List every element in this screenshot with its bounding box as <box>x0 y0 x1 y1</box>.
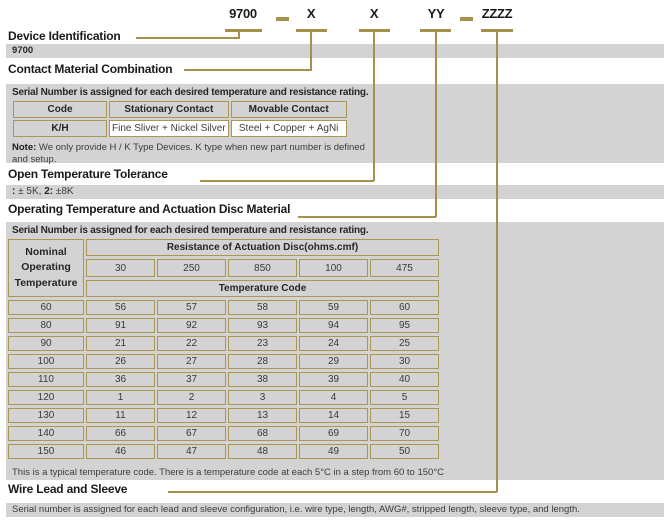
temp-code-cell: 14 <box>299 408 368 423</box>
temp-code-row <box>8 408 439 423</box>
temp-code-cell: 21 <box>86 336 155 351</box>
lead-line-tolerance <box>200 180 374 182</box>
temp-code-cell: 23 <box>228 336 297 351</box>
nominal-temp-cell: 60 <box>8 300 84 315</box>
nominal-temp-cell: 130 <box>8 408 84 423</box>
nominal-temp-corner-header: Nominal Operating Temperature <box>8 239 84 297</box>
temp-code-row <box>8 426 439 441</box>
contact-table-header-row <box>13 101 347 118</box>
temp-code-cell: 36 <box>86 372 155 387</box>
underline-tolerance <box>359 29 390 32</box>
temp-code-cell: 25 <box>370 336 439 351</box>
resistance-value-cell: 850 <box>228 259 297 277</box>
connector-line-wire <box>496 31 498 492</box>
tolerance-values <box>12 185 74 199</box>
tolerance-value-2: ±8K <box>55 186 74 197</box>
temp-code-cell: 26 <box>86 354 155 369</box>
note-text: We only provide H / K Type Devices. K type when new part number is defined and setup. <box>12 142 365 165</box>
resistance-value-cell: 475 <box>370 259 439 277</box>
operating-serial-note: Serial Number is assigned for each desired temperature and resistance rating. <box>12 224 369 236</box>
nominal-temp-cell: 100 <box>8 354 84 369</box>
temp-code-cell: 70 <box>370 426 439 441</box>
temperature-code-table <box>6 236 441 462</box>
temp-code-cell: 1 <box>86 390 155 405</box>
temp-code-row <box>8 318 439 333</box>
temp-code-row <box>8 390 439 405</box>
resistance-header: Resistance of Actuation Disc(ohms.cmf) <box>86 239 439 256</box>
connector-line-temp <box>435 31 437 217</box>
stationary-contact-cell: Fine Sliver + Nickel Silver <box>109 120 229 137</box>
temp-code-cell: 38 <box>228 372 297 387</box>
tolerance-value-bar <box>6 185 664 199</box>
temp-code-cell: 66 <box>86 426 155 441</box>
temp-code-row <box>8 354 439 369</box>
temp-code-cell: 2 <box>157 390 226 405</box>
temp-code-cell: 15 <box>370 408 439 423</box>
temp-code-row <box>8 444 439 459</box>
temp-code-cell: 59 <box>299 300 368 315</box>
temp-code-cell: 24 <box>299 336 368 351</box>
part-separator-dash-icon <box>276 17 289 21</box>
part-device-code: 9700 <box>229 6 257 21</box>
part-separator-dash-icon <box>460 17 473 21</box>
tolerance-value-1: ± 5K, <box>18 186 42 197</box>
temp-code-cell: 27 <box>157 354 226 369</box>
temp-code-cell: 47 <box>157 444 226 459</box>
lead-line-operating <box>298 216 436 218</box>
temp-code-cell: 50 <box>370 444 439 459</box>
temp-code-cell: 91 <box>86 318 155 333</box>
lead-line-wire <box>168 491 497 493</box>
contact-col-header: Movable Contact <box>231 101 347 118</box>
temp-code-cell: 95 <box>370 318 439 333</box>
temp-code-cell: 93 <box>228 318 297 333</box>
heading-open-temperature-tolerance: Open Temperature Tolerance <box>8 167 168 181</box>
temp-code-cell: 3 <box>228 390 297 405</box>
device-value: 9700 <box>12 45 34 56</box>
lead-line-contact <box>184 69 312 71</box>
connector-line-tolerance <box>373 31 375 181</box>
heading-contact-material: Contact Material Combination <box>8 61 173 76</box>
heading-wire-lead-sleeve: Wire Lead and Sleeve <box>8 482 128 496</box>
nominal-temp-cell: 90 <box>8 336 84 351</box>
temp-code-cell: 60 <box>370 300 439 315</box>
temp-code-cell: 11 <box>86 408 155 423</box>
temp-code-cell: 30 <box>370 354 439 369</box>
resistance-value-cell: 100 <box>299 259 368 277</box>
temp-code-cell: 46 <box>86 444 155 459</box>
temp-code-cell: 39 <box>299 372 368 387</box>
contact-note <box>12 142 372 166</box>
temp-code-cell: 92 <box>157 318 226 333</box>
temp-code-cell: 94 <box>299 318 368 333</box>
nominal-temp-cell: 120 <box>8 390 84 405</box>
contact-material-table <box>11 99 349 139</box>
temp-code-cell: 58 <box>228 300 297 315</box>
resistance-header-row <box>8 239 439 256</box>
temp-code-cell: 4 <box>299 390 368 405</box>
lead-line-device-jog <box>238 29 240 39</box>
temp-code-cell: 22 <box>157 336 226 351</box>
underline-device <box>225 29 262 32</box>
contact-code-cell: K/H <box>13 120 107 137</box>
temp-code-row <box>8 336 439 351</box>
temp-code-cell: 37 <box>157 372 226 387</box>
resistance-value-cell: 250 <box>157 259 226 277</box>
temp-code-cell: 69 <box>299 426 368 441</box>
tolerance-code-2: 2: <box>44 186 54 197</box>
nominal-temp-cell: 110 <box>8 372 84 387</box>
temp-code-cell: 57 <box>157 300 226 315</box>
temp-code-row <box>8 300 439 315</box>
part-tolerance-code: X <box>369 6 379 21</box>
temp-code-cell: 28 <box>228 354 297 369</box>
temp-code-cell: 29 <box>299 354 368 369</box>
movable-contact-cell: Steel + Copper + AgNi <box>231 120 347 137</box>
wire-serial-note: Serial number is assigned for each lead and sleeve configuration, i.e. wire type, length, AWG#, stripped length, sleeve type, and length. <box>12 504 580 515</box>
temperature-code-footnote: This is a typical temperature code. There is a temperature code at each 5°C in a step from 60 to 150°C <box>12 466 444 478</box>
note-label: Note: <box>12 142 37 153</box>
temp-code-cell: 13 <box>228 408 297 423</box>
temp-code-cell: 56 <box>86 300 155 315</box>
contact-col-header: Stationary Contact <box>109 101 229 118</box>
connector-line-contact <box>310 31 312 71</box>
lead-line-device <box>136 37 240 39</box>
part-temp-code: YY <box>427 6 445 21</box>
nominal-temp-cell: 150 <box>8 444 84 459</box>
contact-serial-note: Serial Number is assigned for each desired temperature and resistance rating. <box>12 86 369 98</box>
temperature-code-header: Temperature Code <box>86 280 439 297</box>
temp-code-row <box>8 372 439 387</box>
temp-code-cell: 5 <box>370 390 439 405</box>
resistance-value-cell: 30 <box>86 259 155 277</box>
device-value-bar <box>6 44 664 58</box>
tolerance-code-1: : <box>12 186 16 197</box>
heading-device-identification: Device Identification <box>8 29 121 43</box>
nominal-temp-cell: 80 <box>8 318 84 333</box>
nominal-temp-cell: 140 <box>8 426 84 441</box>
temp-code-cell: 49 <box>299 444 368 459</box>
part-wire-code: ZZZZ <box>481 6 513 21</box>
temp-code-cell: 68 <box>228 426 297 441</box>
contact-table-row <box>13 120 347 137</box>
temp-code-cell: 67 <box>157 426 226 441</box>
temp-code-table-body <box>8 300 439 459</box>
temp-code-cell: 48 <box>228 444 297 459</box>
heading-operating-temperature: Operating Temperature and Actuation Disc Material <box>8 202 291 216</box>
part-contact-code: X <box>306 6 316 21</box>
contact-col-header: Code <box>13 101 107 118</box>
temp-code-cell: 40 <box>370 372 439 387</box>
temp-code-cell: 12 <box>157 408 226 423</box>
